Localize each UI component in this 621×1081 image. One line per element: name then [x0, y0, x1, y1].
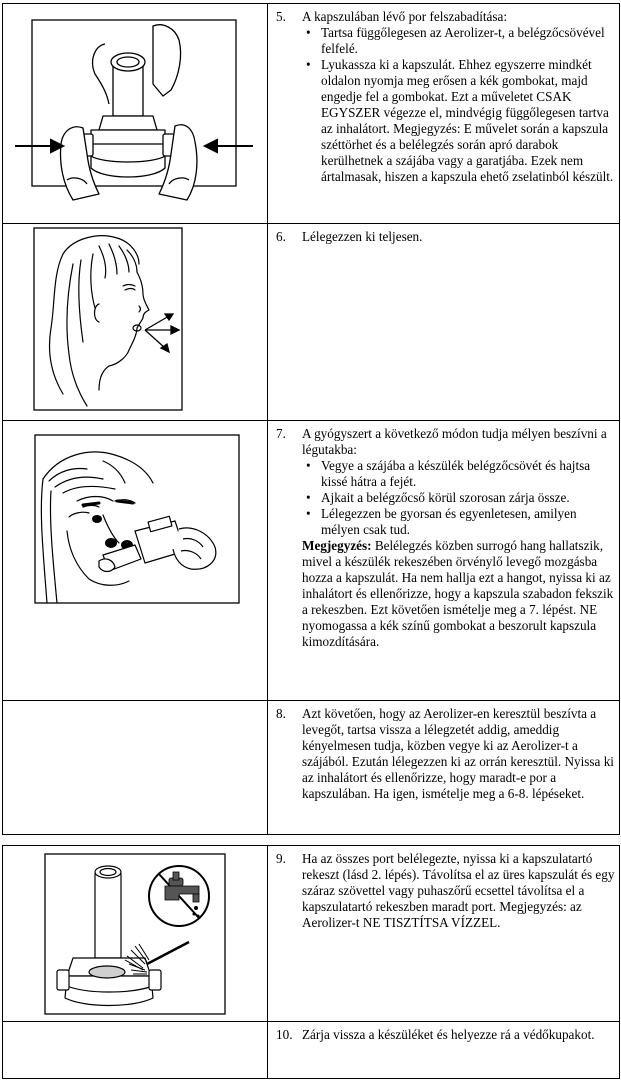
step-8-text-cell	[268, 701, 620, 835]
step-5-text-cell	[268, 4, 620, 224]
step-7-bullet-3: • Lélegezzen be gyorsan és egyenletesen, amilyen mélyen csak tud.	[302, 506, 615, 538]
step-7-text-cell	[268, 421, 620, 701]
step-10-empty-cell	[3, 1022, 268, 1079]
step-7-illustration-cell	[3, 421, 268, 701]
step-9-text: Ha az összes port belélegezte, nyissa ki a kapszulatartó rekeszt (lásd 2. lépés). Távolítsa el az üres kapszulát és egy száraz szövettel vagy puhaszőrű ecsettel távolítsa el a kapszulatartó rekeszben maradt port. Megjegyzés: az Aerolizer-t NE TISZTÍTSA VÍZZEL.	[302, 851, 615, 930]
step-8-number: 8.	[276, 706, 286, 721]
woman-inhaling-illustration	[3, 421, 265, 700]
step-7-number: 7.	[276, 426, 286, 441]
step-7-note-text: Belélegzés közben surrogó hang hallatszik, mivel a készülék rekeszében örvénylő levegő mozgásba hozza a kapszulát. Ha nem hallja ezt a hangot, nyissa ki az inhalátort és ellenőrizze, hogy a kapszula szabadon fekszik a rekeszben. Ezt követően ismételje meg a 7. lépést. NE nyomogassa a kék színű gombokat a beszorult kapszula kimozdítására.	[302, 538, 614, 649]
step-6-text-cell	[268, 224, 620, 421]
step-7-note	[302, 538, 615, 650]
step-row-5	[3, 4, 620, 224]
step-5-bullet-2: • Lyukassza ki a kapszulát. Ehhez egyszerre mindkét oldalon nyomja meg erősen a kék gombokat, majd engedje fel a gombokat. Ezt a műveletet CSAK EGYSZER végezze el, mindvégig függőlegesen tartva az inhalátort. Megjegyzés: E művelet során a kapszula széttörhet és a belélegzés során apró darabok kerülhetnek a szájába vagy a garatjába. Ezek nem ártalmasak, hiszen a kapszula ehető zselatinból készült.	[302, 57, 615, 185]
step-9-text-cell	[268, 846, 620, 1022]
step-row-7	[3, 421, 620, 701]
step-6-number: 6.	[276, 229, 286, 244]
step-row-9	[3, 846, 620, 1022]
step-7-bullet-1: • Vegye a szájába a készülék belégzőcsövét és hajtsa kissé hátra a fejét.	[302, 458, 615, 490]
step-row-6	[3, 224, 620, 421]
step-5-illustration-cell	[3, 4, 268, 224]
step-6-illustration-cell	[3, 224, 268, 421]
hands-pressing-inhaler-illustration	[3, 4, 265, 223]
step-10-text-cell	[268, 1022, 620, 1079]
step-7-intro: A gyógyszert a következő módon tudja mélyen beszívni a légutakba:	[302, 426, 607, 457]
step-5-number: 5.	[276, 9, 286, 24]
instructions-table-1	[2, 3, 620, 835]
step-6-text: Lélegezzen ki teljesen.	[302, 229, 423, 244]
step-row-8	[3, 701, 620, 835]
step-8-text: Azt követően, hogy az Aerolizer-en keresztül beszívta a levegőt, tartsa vissza a lélegzetét addig, ameddig kényelmesen tudja, közben vegye ki az Aerolizer-t a szájából. Ezután lélegezzen ki az orrán keresztül. Nyissa ki az inhalátort és ellenőrizze, hogy maradt-e por a kapszulában. Ha igen, ismételje meg a 6-8. lépéseket.	[302, 706, 614, 801]
woman-exhaling-illustration	[3, 224, 265, 420]
instructions-table-2	[2, 845, 620, 1079]
step-9-illustration-cell	[3, 846, 268, 1022]
step-10-text: Zárja vissza a készüléket és helyezze rá a védőkupakot.	[302, 1027, 595, 1042]
step-9-number: 9.	[276, 851, 286, 866]
step-5-intro: A kapszulában lévő por felszabadítása:	[302, 9, 508, 24]
step-7-note-label: Megjegyzés:	[302, 538, 372, 553]
step-7-bullet-2: • Ajkait a belégzőcső körül szorosan zárja össze.	[302, 490, 615, 506]
step-10-number: 10.	[276, 1027, 293, 1042]
open-inhaler-cleaning-illustration	[3, 846, 265, 1021]
step-8-empty-cell	[3, 701, 268, 835]
step-row-10	[3, 1022, 620, 1079]
step-5-bullet-1: • Tartsa függőlegesen az Aerolizer-t, a belégzőcsövével felfelé.	[302, 25, 615, 57]
